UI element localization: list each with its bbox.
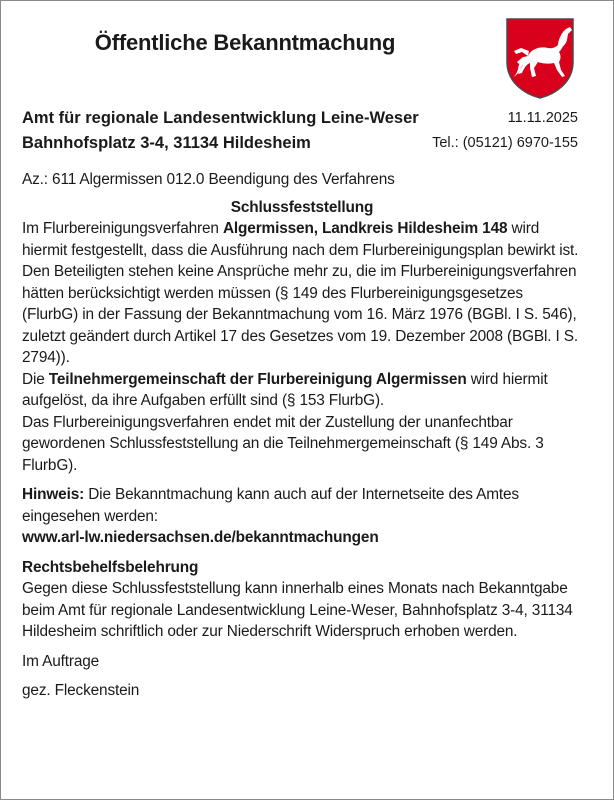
paragraph-termination: Das Flurbereinigungsverfahren endet mit der Zustellung der unanfechtbar gewordenen Schlussfeststellung an die Teilnehmergemeinschaft (§ 149 Abs. 3 FlurbG). xyxy=(22,413,544,474)
notice-body xyxy=(22,169,582,702)
authority-address: Bahnhofsplatz 3-4, 31134 Hildesheim xyxy=(22,134,311,152)
notice-date: 11.11.2025 xyxy=(507,110,578,126)
page-title: Öffentliche Bekanntmachung xyxy=(94,30,396,55)
closing-line: Im Auftrage xyxy=(22,652,100,670)
notice-hint: Hinweis: Die Bekanntmachung kann auch auf der Internetseite des Amtes eingesehen werden: xyxy=(22,486,519,525)
section-heading: Schlussfeststellung xyxy=(230,198,374,216)
signature: gez. Fleckenstein xyxy=(22,682,140,699)
authority-name: Amt für regionale Landesentwicklung Leine-Weser xyxy=(22,109,419,127)
paragraph-procedure: Im Flurbereinigungsverfahren Algermissen, Landkreis Hildesheim 148 wird hiermit festgestellt, dass die Ausführung nach dem Flurbereinigungsplan bewirkt ist. Den Beteiligten stehen keine Ansprüche mehr zu, die im Flurbereinigungsverfahren hätten berücksichtigt werden müssen (§ 149 des Flurbereinigungsgesetzes (FlurbG) in der Fassung der Bekanntmachung vom 16. März 1976 (BGBl. I S. 546), zuletzt geändert durch Artikel 17 des Gesetzes vom 19. Dezember 2008 (BGBl. I S. 2794)). xyxy=(22,220,579,366)
participant-community-name: Teilnehmergemeinschaft der Flurbereinigung Algermissen xyxy=(48,370,467,388)
legal-remedy-heading: Rechtsbehelfsbelehrung xyxy=(22,558,199,576)
notice-hint-label: Hinweis: xyxy=(22,486,85,503)
paragraph-dissolution: Die Teilnehmergemeinschaft der Flurbereinigung Algermissen wird hiermit aufgelöst, da ihre Aufgaben erfüllt sind (§ 153 FlurbG). xyxy=(22,370,548,409)
phone-number: Tel.: (05121) 6970-155 xyxy=(432,135,578,151)
notice-url-link[interactable]: www.arl-lw.niedersachsen.de/bekanntmachungen xyxy=(22,529,379,546)
lower-saxony-coat-of-arms-icon xyxy=(504,16,576,100)
legal-remedy-text: Gegen diese Schlussfeststellung kann innerhalb eines Monats nach Bekanntgabe beim Amt für regionale Landesentwicklung Leine-Weser, Bahnhofsplatz 3-4, 31134 Hildesheim schriftlich oder zur Niederschrift Widerspruch erhoben werden. xyxy=(22,580,573,640)
reference-line: Az.: 611 Algermissen 012.0 Beendigung des Verfahrens xyxy=(22,171,395,188)
procedure-name: Algermissen, Landkreis Hildesheim 148 xyxy=(222,220,508,237)
